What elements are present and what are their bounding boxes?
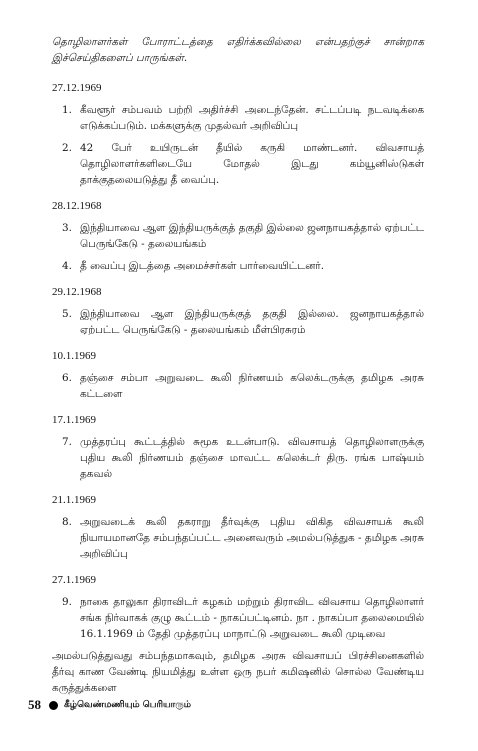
item-text: கீவளூர் சம்பவம் பற்றி அதிர்ச்சி அடைந்தேன். சட்டப்படி நடவடிக்கை எடுக்கப்படும். மக்களுக்கு முதல்வர் அறிவிப்பு [80, 104, 424, 132]
item-text: அறுவடைக் கூலி தகராறு தீர்வுக்கு புதிய விகித விவசாயக் கூலி நியாயமானதே சம்பந்தப்பட்ட அனைவரும் அமல்படுத்துக - தமிழக அரசு அறிவிப்பு [80, 516, 424, 560]
list-item [62, 220, 424, 252]
item-number: 5. [62, 308, 72, 320]
list-item [62, 594, 424, 642]
page-body [52, 34, 424, 696]
item-number: 2. [62, 142, 72, 154]
intro-paragraph: தொழிலாளர்கள் போராட்டத்தை எதிர்க்கவில்லை என்பதற்குச் சான்றாக இச்செய்திகளைப் பாருங்கள். [52, 36, 424, 64]
item-text: முத்தரப்பு கூட்டத்தில் சுமூக உடன்பாடு. விவசாயத் தொழிலாளருக்கு புதிய கூலி நிர்ணயம் தஞ்சை மாவட்ட கலெக்டர் திரு. ரங்க பாஷ்யம் தகவல் [80, 436, 424, 480]
list-item [62, 370, 424, 402]
item-text: நாகை தாலுகா திராவிடர் கழகம் மற்றும் திராவிட விவசாய தொழிலாளர் சங்க நிர்வாகக் குழு கூட்டம் - நாகப்பட்டினம். நா . நாகப்பா தலைமையில் 16.1.1969 ம் தேதி முத்தரப்பு மாநாட்டு அறுவடை கூலி முடிவை [80, 596, 424, 640]
list-item [62, 434, 424, 482]
item-text: 42 பேர் உயிருடன் தீயில் கருகி மாண்டனர். விவசாயத் தொழிலாளர்களிடையே மோதல் இடது கம்யூனிஸ்டுகள் தாக்குதலையடுத்து தீ வைப்பு. [80, 142, 424, 186]
entry-date: 28.12.1968 [52, 200, 102, 212]
entry-date: 27.12.1969 [52, 82, 102, 94]
entry-list [52, 80, 424, 642]
book-title: கீழ்வெண்மணியும் பெரியாரும் [64, 699, 191, 710]
entry-date: 21.1.1969 [52, 494, 96, 506]
list-item [62, 258, 424, 274]
list-item [62, 306, 424, 338]
item-number: 9. [62, 596, 72, 608]
bullet-dot-icon [49, 701, 58, 710]
entry-date: 17.1.1969 [52, 414, 96, 426]
item-number: 4. [62, 260, 72, 272]
item-number: 8. [62, 516, 72, 528]
entry-date: 27.1.1969 [52, 574, 96, 586]
trailing-paragraph: அமல்படுத்துவது சம்பந்தமாகவும், தமிழக அரசு விவசாயப் பிரச்சினைகளில் தீர்வு காண வேண்டி நியமித்து உள்ள ஒரு நபர் கமிஷனில் சொல்ல வேண்டிய கருத்துக்களை [52, 650, 424, 694]
entry-date: 29.12.1968 [52, 286, 102, 298]
list-item [62, 514, 424, 562]
item-text: இந்தியாவை ஆள இந்தியருக்குத் தகுதி இல்லை ஜனநாயகத்தால் ஏற்பட்ட பெருங்கேடு - தலையங்கம் [80, 222, 424, 250]
page-number: 58 [28, 697, 41, 712]
item-text: இந்தியாவை ஆள இந்தியருக்குத் தகுதி இல்லை. ஜனநாயகத்தால் ஏற்பட்ட பெருங்கேடு - தலையங்கம் மீள்பிரசுரம் [80, 308, 424, 336]
entry-date: 10.1.1969 [52, 350, 96, 362]
item-text: தீ வைப்பு இடத்தை அமைச்சர்கள் பார்வையிட்டனர். [80, 260, 325, 272]
item-number: 7. [62, 436, 72, 448]
item-text: தஞ்சை சம்பா அறுவடை கூலி நிர்ணயம் கலெக்டருக்கு தமிழக அரசு கட்டளை [80, 372, 424, 400]
item-number: 1. [62, 104, 72, 116]
list-item [62, 140, 424, 188]
item-number: 3. [62, 222, 72, 234]
list-item [62, 102, 424, 134]
item-number: 6. [62, 372, 72, 384]
page-footer [28, 697, 191, 713]
